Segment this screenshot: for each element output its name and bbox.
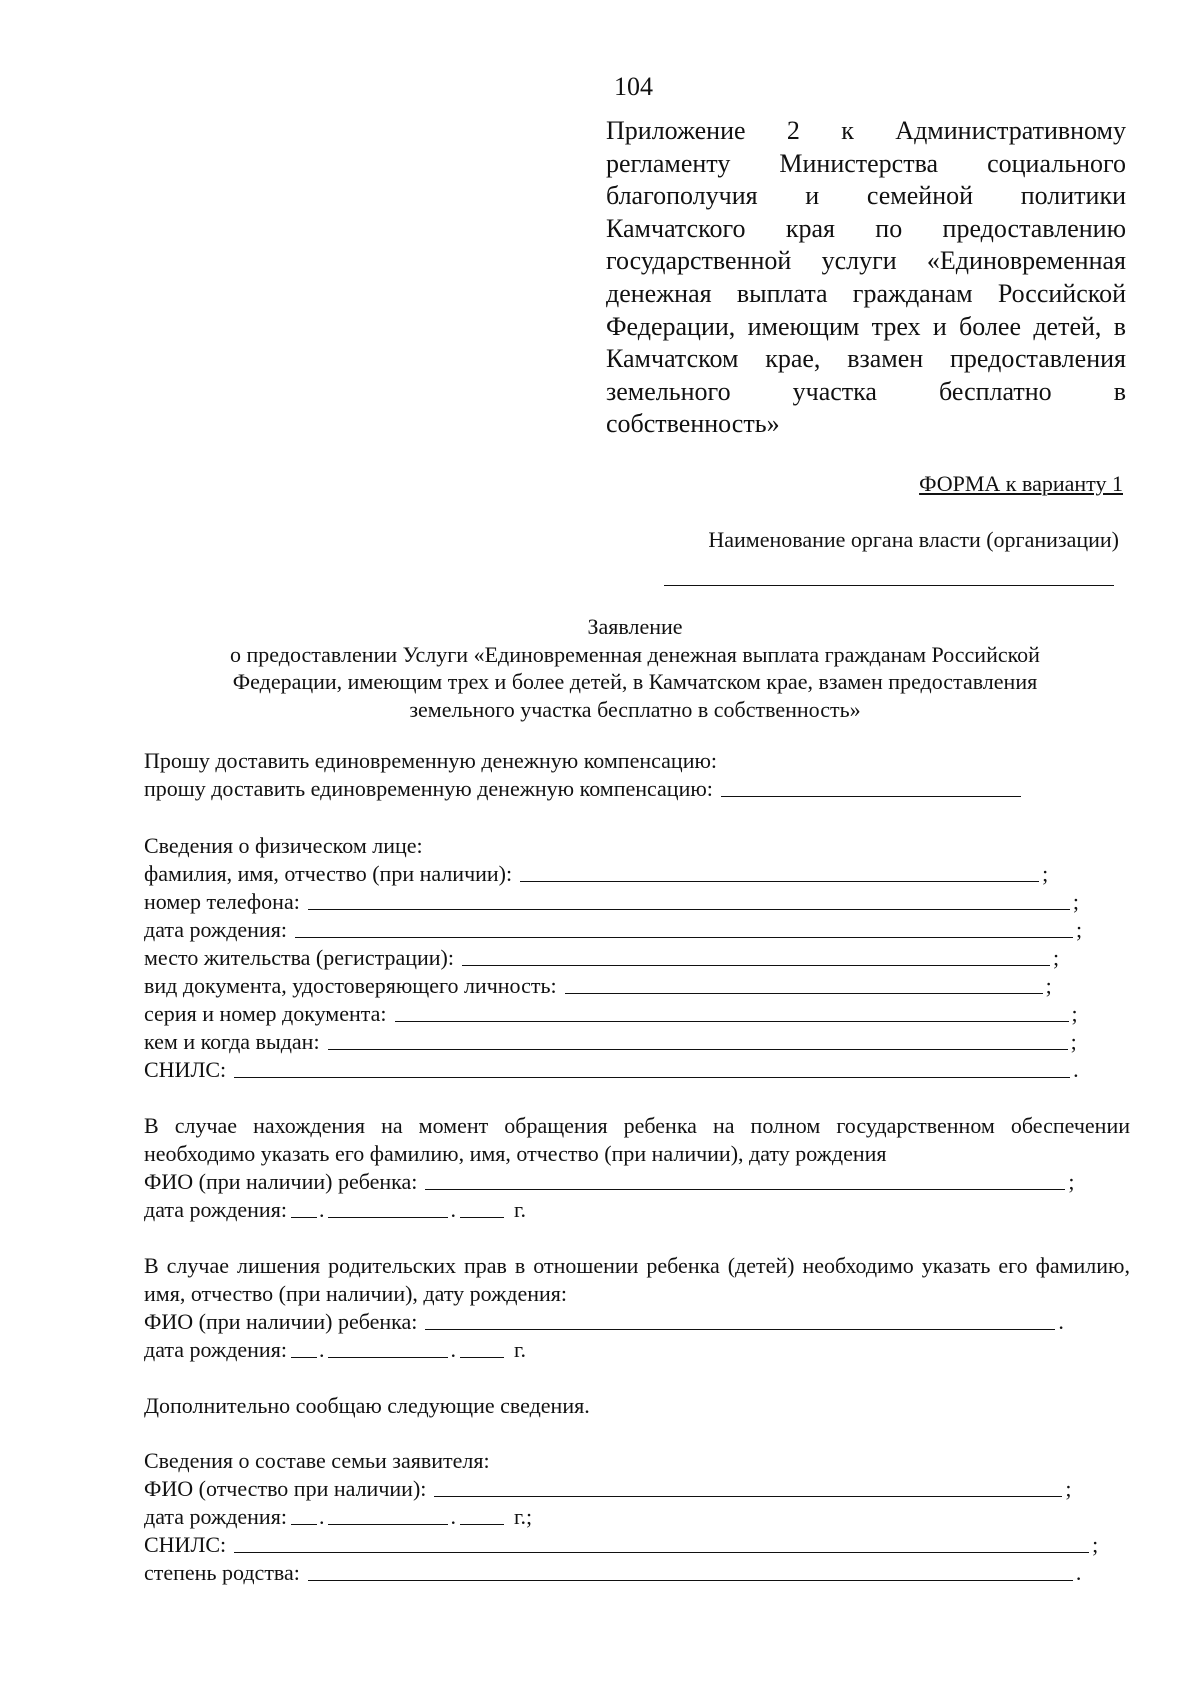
birth-month-field[interactable]: [328, 1504, 448, 1525]
family-relation-label: степень родства:: [144, 1560, 300, 1585]
punctuation: ;: [1053, 945, 1060, 970]
title-line-4: земельного участка бесплатно в собственность»: [409, 696, 861, 722]
state-care-section: [144, 1112, 1130, 1224]
deprivation-fio-field[interactable]: [425, 1309, 1055, 1330]
family-relation-line: [144, 1559, 1130, 1587]
title-heading: Заявление: [587, 614, 683, 639]
person-fio-line: [144, 860, 1130, 888]
punctuation: .: [318, 1504, 325, 1529]
family-heading-line: [144, 1447, 1130, 1475]
family-birth-line: [144, 1503, 1130, 1531]
punctuation: ;: [1070, 1029, 1077, 1054]
deprivation-fio-label: ФИО (при наличии) ребенка:: [144, 1309, 418, 1334]
birth-day-field[interactable]: [291, 1504, 317, 1525]
organization-label: Наименование органа власти (организации): [708, 527, 1119, 552]
person-residence-line: [144, 944, 1130, 972]
additional-section: [144, 1392, 1130, 1420]
punctuation: .: [1058, 1309, 1064, 1334]
state-care-fio-label: ФИО (при наличии) ребенка:: [144, 1169, 418, 1194]
punctuation: ;: [1065, 1476, 1072, 1501]
year-suffix: г.: [513, 1197, 526, 1222]
delivery-line-1: [144, 747, 1130, 775]
deprivation-section: [144, 1252, 1130, 1364]
delivery-line-2: [144, 775, 1130, 803]
state-care-birth-label: дата рождения:: [144, 1197, 287, 1222]
punctuation: .: [318, 1337, 325, 1362]
punctuation: ;: [1092, 1532, 1099, 1557]
title-line-3: Федерации, имеющим трех и более детей, в Камчатском крае, взамен предоставления: [232, 669, 1038, 694]
person-issued-label: кем и когда выдан:: [144, 1029, 320, 1054]
family-snils-line: [144, 1531, 1130, 1559]
person-snils-field[interactable]: [234, 1057, 1070, 1078]
person-heading: Сведения о физическом лице:: [144, 833, 423, 858]
state-care-birth-line: [144, 1196, 1130, 1224]
birth-year-field[interactable]: [460, 1197, 504, 1218]
birth-day-field[interactable]: [291, 1197, 317, 1218]
delivery-section: [144, 747, 1130, 803]
organization-field[interactable]: [664, 567, 1114, 586]
title-line-2: о предоставлении Услуги «Единовременная денежная выплата гражданам Российской: [230, 641, 1040, 667]
delivery-label-1: Прошу доставить единовременную денежную компенсацию:: [144, 748, 718, 773]
family-fio-label: ФИО (отчество при наличии):: [144, 1476, 427, 1501]
punctuation: .: [318, 1197, 325, 1222]
delivery-field[interactable]: [721, 776, 1021, 797]
form-variant-label: ФОРМА к варианту 1: [919, 471, 1123, 496]
person-phone-label: номер телефона:: [144, 889, 300, 914]
family-snils-field[interactable]: [234, 1532, 1089, 1553]
additional-text: Дополнительно сообщаю следующие сведения.: [144, 1393, 590, 1418]
state-care-fio-field[interactable]: [425, 1169, 1065, 1190]
birth-month-field[interactable]: [328, 1197, 448, 1218]
state-care-text: В случае нахождения на момент обращения ребенка на полном государственном обеспечении необходимо указать его фамилию, имя, отчество (при наличии), дату рождения: [144, 1113, 1130, 1166]
person-issued-line: [144, 1028, 1130, 1056]
family-relation-field[interactable]: [308, 1560, 1073, 1581]
punctuation: ;: [1042, 861, 1049, 886]
punctuation: ;: [1068, 1169, 1075, 1194]
person-residence-label: место жительства (регистрации):: [144, 945, 454, 970]
person-doc-number-field[interactable]: [395, 1001, 1069, 1022]
appendix-reference: Приложение 2 к Административному регламенту Министерства социального благополучия и семейной политики Камчатского края по предоставлению государственной услуги «Единовременная денежная выплата гражданам Российской Федерации, имеющим трех и более детей, в Камчатском крае, взамен предоставления земельного участка бесплатно в собственность»: [606, 116, 1126, 439]
organization-block: [664, 527, 1119, 586]
person-doc-type-field[interactable]: [565, 973, 1043, 994]
person-doc-type-line: [144, 972, 1130, 1000]
year-suffix: г.: [513, 1337, 526, 1362]
family-fio-line: [144, 1475, 1130, 1503]
person-phone-field[interactable]: [308, 889, 1070, 910]
birth-year-field[interactable]: [460, 1504, 504, 1525]
family-fio-field[interactable]: [434, 1476, 1062, 1497]
family-heading: Сведения о составе семьи заявителя:: [144, 1448, 490, 1473]
punctuation: ;: [1045, 973, 1052, 998]
person-doc-number-label: серия и номер документа:: [144, 1001, 387, 1026]
person-birth-line: [144, 916, 1130, 944]
year-suffix: г.;: [513, 1504, 533, 1529]
deprivation-text: В случае лишения родительских прав в отношении ребенка (детей) необходимо указать его фамилию, имя, отчество (при наличии), дату рождения:: [144, 1253, 1130, 1306]
page-number: 104: [614, 72, 653, 101]
family-snils-label: СНИЛС:: [144, 1532, 227, 1557]
application-title: [140, 613, 1130, 723]
person-doc-number-line: [144, 1000, 1130, 1028]
person-phone-line: [144, 888, 1130, 916]
person-residence-field[interactable]: [462, 945, 1050, 966]
state-care-fio-line: [144, 1168, 1130, 1196]
person-fio-label: фамилия, имя, отчество (при наличии):: [144, 861, 513, 886]
punctuation: ;: [1071, 1001, 1078, 1026]
punctuation: ;: [1072, 889, 1079, 914]
birth-month-field[interactable]: [328, 1337, 448, 1358]
punctuation: .: [450, 1337, 456, 1362]
punctuation: .: [450, 1197, 456, 1222]
deprivation-birth-line: [144, 1336, 1130, 1364]
deprivation-birth-label: дата рождения:: [144, 1337, 287, 1362]
deprivation-fio-line: [144, 1308, 1130, 1336]
person-birth-field[interactable]: [295, 917, 1073, 938]
person-doc-type-label: вид документа, удостоверяющего личность:: [144, 973, 557, 998]
additional-line: [144, 1392, 1130, 1420]
person-birth-label: дата рождения:: [144, 917, 287, 942]
punctuation: .: [1075, 1560, 1082, 1585]
family-birth-label: дата рождения:: [144, 1504, 287, 1529]
person-section: [144, 832, 1130, 1084]
person-snils-line: [144, 1056, 1130, 1084]
punctuation: .: [1073, 1057, 1079, 1082]
person-fio-field[interactable]: [520, 861, 1039, 882]
delivery-label-2: прошу доставить единовременную денежную компенсацию:: [144, 776, 713, 801]
birth-year-field[interactable]: [460, 1337, 504, 1358]
person-issued-field[interactable]: [328, 1029, 1068, 1050]
birth-day-field[interactable]: [291, 1337, 317, 1358]
punctuation: .: [450, 1504, 456, 1529]
person-heading-line: [144, 832, 1130, 860]
punctuation: ;: [1075, 917, 1083, 942]
family-section: [144, 1447, 1130, 1587]
person-snils-label: СНИЛС:: [144, 1057, 227, 1082]
